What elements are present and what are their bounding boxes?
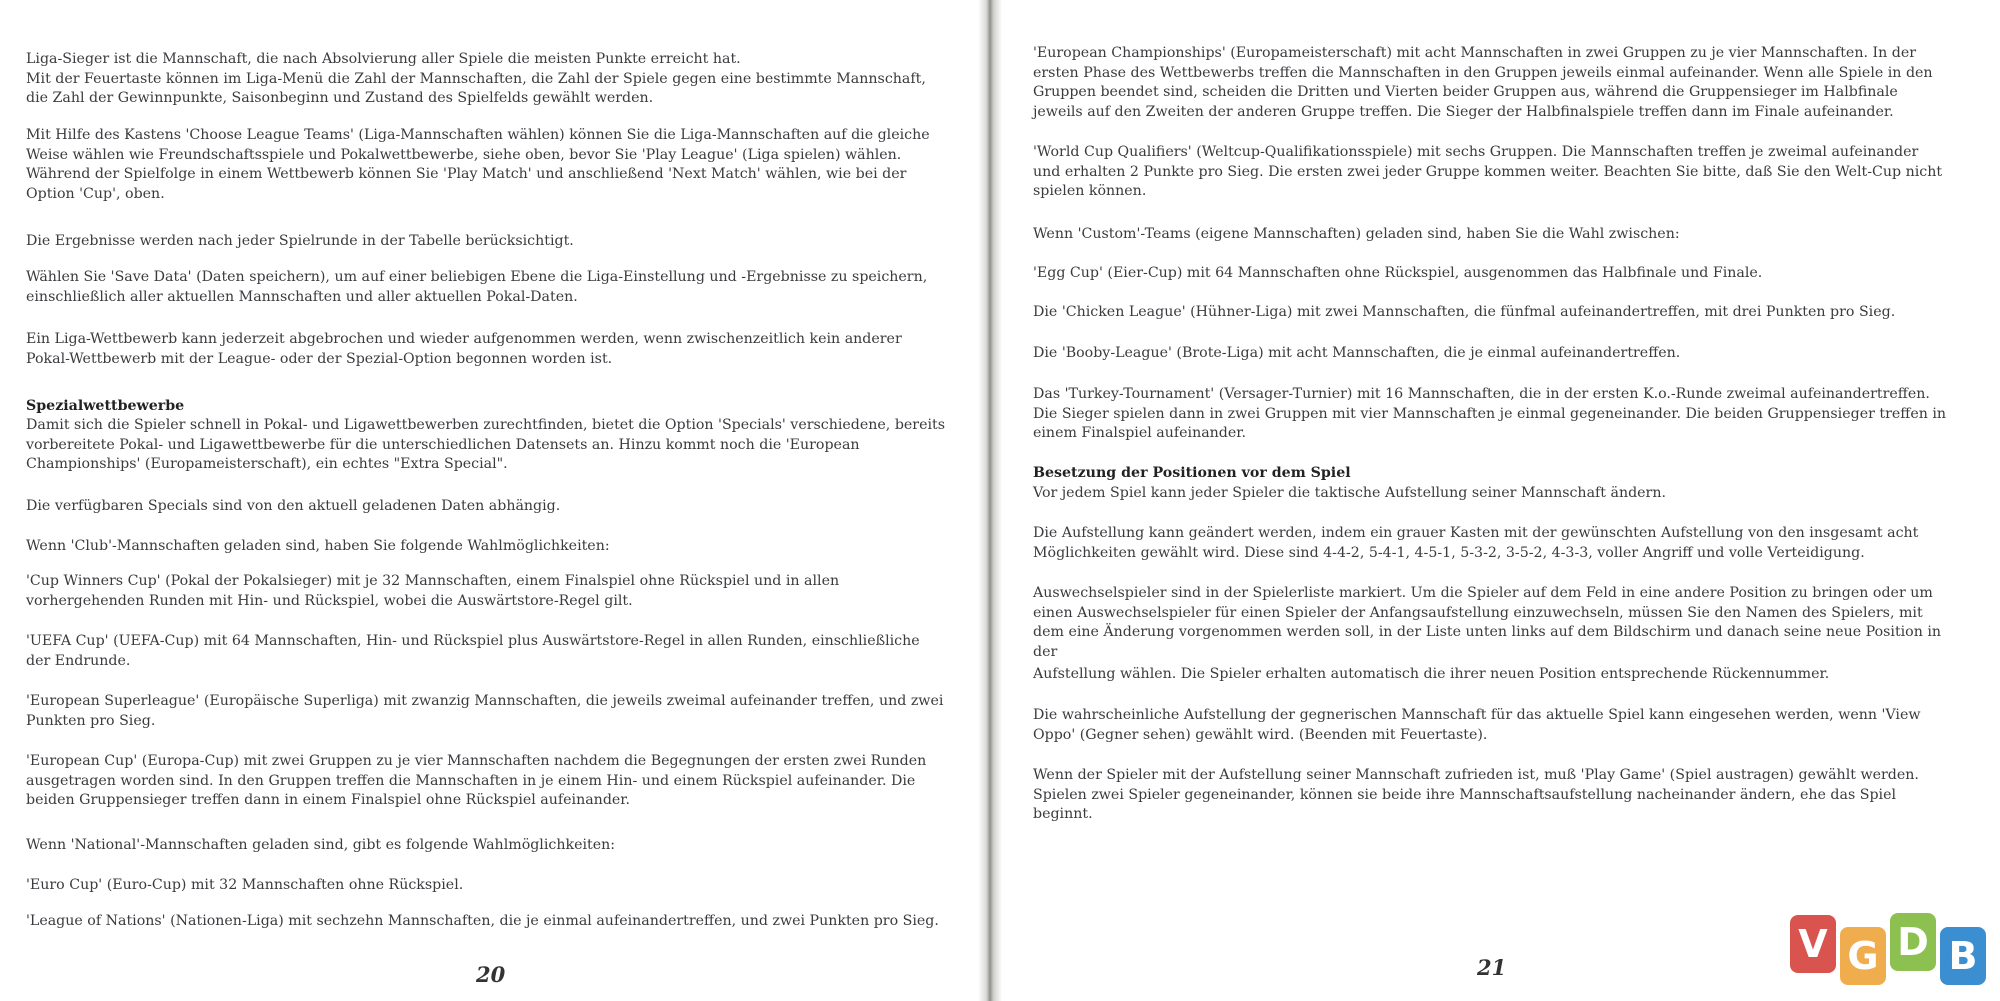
paragraph: 'Euro Cup' (Euro-Cup) mit 32 Mannschaften ohne Rückspiel. [26,877,464,893]
paragraph: Liga-Sieger ist die Mannschaft, die nach Absolvierung aller Spiele die meisten Punkte erreicht hat. Mit der Feuertaste können im Liga-Menü die Zahl der Mannschaften, die Zahl der Spiele gegen eine bestimmte Mannschaft, die Zahl der Gewinnpunkte, Saisonbeginn und Zustand des Spielfelds gewählt werden. [26,51,926,106]
paragraph: 'League of Nations' (Nationen-Liga) mit sechzehn Mannschaften, die je einmal aufeinandertreffen, und zwei Punkten pro Sieg. [26,913,939,929]
paragraph: Mit Hilfe des Kastens 'Choose League Teams' (Liga-Mannschaften wählen) können Sie die Liga-Mannschaften auf die gleiche Weise wählen wie Freundschaftsspiele und Pokalwettbewerbe, siehe oben, bevor Sie 'Play League' (Liga spielen) wählen. Während der Spielfolge in einem Wettbewerb können Sie 'Play Match' und anschließend 'Next Match' wählen, wie bei der Option 'Cup', oben. [26,127,930,202]
paragraph: Die 'Chicken League' (Hühner-Liga) mit zwei Mannschaften, die fünfmal aufeinandertreffen, mit drei Punkten pro Sieg. [1033,304,1896,320]
page-number-right: 21 [1477,955,1507,980]
section-heading: Besetzung der Positionen vor dem Spiel [1033,465,1351,481]
page-number-left: 20 [476,962,506,987]
logo-tile: D [1890,913,1936,971]
paragraph: Vor jedem Spiel kann jeder Spieler die taktische Aufstellung seiner Mannschaft ändern. [1033,485,1666,501]
paragraph: Wenn 'Club'-Mannschaften geladen sind, haben Sie folgende Wahlmöglichkeiten: [26,538,610,554]
paragraph: Wählen Sie 'Save Data' (Daten speichern), um auf einer beliebigen Ebene die Liga-Einstellung und -Ergebnisse zu speichern, einschließlich aller aktuellen Mannschaften und aller aktuellen Pokal-Daten. [26,269,928,305]
paragraph: Wenn 'Custom'-Teams (eigene Mannschaften) geladen sind, haben Sie die Wahl zwischen: [1033,226,1680,242]
logo-tile: B [1940,927,1986,985]
logo-tile: G [1840,927,1886,985]
paragraph: Wenn der Spieler mit der Aufstellung seiner Mannschaft zufrieden ist, muß 'Play Game' (Spiel austragen) gewählt werden. Spielen zwei Spieler gegeneinander, können sie beide ihre Mannschaftsaufstellung nacheinander ändern, ehe das Spiel beginnt. [1033,767,1919,822]
paragraph: Die wahrscheinliche Aufstellung der gegnerischen Mannschaft für das aktuelle Spiel kann eingesehen werden, wenn 'View Oppo' (Gegner sehen) gewählt wird. (Beenden mit Feuertaste). [1033,707,1921,743]
paragraph: Wenn 'National'-Mannschaften geladen sind, gibt es folgende Wahlmöglichkeiten: [26,837,616,853]
section-heading: Spezialwettbewerbe [26,398,185,414]
paragraph: 'European Superleague' (Europäische Superliga) mit zwanzig Mannschaften, die jeweils zweimal aufeinander treffen, und zwei Punkten pro Sieg. [26,693,944,729]
paragraph: 'World Cup Qualifiers' (Weltcup-Qualifikationsspiele) mit sechs Gruppen. Die Mannschaften treffen je zweimal aufeinander und erhalten 2 Punkte pro Sieg. Die ersten zwei jeder Gruppe kommen weiter. Beachten Sie bitte, daß Sie den Welt-Cup nicht spielen können. [1033,144,1943,199]
paragraph: 'European Championships' (Europameisterschaft) mit acht Mannschaften in zwei Gruppen zu je vier Mannschaften. In der ersten Phase des Wettbewerbs treffen die Mannschaften in den Gruppen jeweils einmal aufeinander. Wenn alle Spiele in den Gruppen beendet sind, scheiden die Dritten und Vierten beider Gruppen aus, während die Gruppensieger im Halbfinale jeweils auf den Zweiten der anderen Gruppe treffen. Die Sieger der Halbfinalspiele treffen dann im Finale aufeinander. [1033,45,1933,120]
book-spine [978,0,1002,1001]
paragraph: Die Ergebnisse werden nach jeder Spielrunde in der Tabelle berücksichtigt. [26,233,574,249]
paragraph: Auswechselspieler sind in der Spielerliste markiert. Um die Spieler auf dem Feld in eine andere Position zu bringen oder um einen Auswechselspieler für einen Spieler der Anfangsaufstellung einzuwechseln, müssen Sie den Namen des Spielers, mit dem eine Änderung vorgenommen werden soll, in der Liste unten links auf dem Bildschirm und danach seine neue Position in der [1033,585,1942,660]
paragraph: 'European Cup' (Europa-Cup) mit zwei Gruppen zu je vier Mannschaften nachdem die Begegnungen der ersten zwei Runden ausgetragen worden sind. In den Gruppen treffen die Mannschaften in je einem Hin- und einem Rückspiel aufeinander. Die beiden Gruppensieger treffen dann in einem Finalspiel ohne Rückspiel aufeinander. [26,753,927,808]
paragraph: 'UEFA Cup' (UEFA-Cup) mit 64 Mannschaften, Hin- und Rückspiel plus Auswärtstore-Regel in allen Runden, einschließliche der Endrunde. [26,633,920,669]
paragraph: Damit sich die Spieler schnell in Pokal- und Ligawettbewerben zurechtfinden, bietet die Option 'Specials' verschiedene, bereits vorbereitete Pokal- und Ligawettbewerbe für die unterschiedlichen Datensets an. Hinzu kommt noch die 'European Championships' (Europameisterschaft), ein echtes "Extra Special". [26,417,946,472]
logo-tile: V [1790,915,1836,973]
paragraph: Das 'Turkey-Tournament' (Versager-Turnier) mit 16 Mannschaften, die in der ersten K.o.-Runde zweimal aufeinandertreffen. Die Sieger spielen dann in zwei Gruppen mit vier Mannschaften je einmal gegeneinander. Die beiden Gruppensieger treffen in einem Finalspiel aufeinander. [1033,386,1947,441]
paragraph: Die 'Booby-League' (Brote-Liga) mit acht Mannschaften, die je einmal aufeinandertreffen. [1033,345,1681,361]
paragraph: 'Cup Winners Cup' (Pokal der Pokalsieger) mit je 32 Mannschaften, einem Finalspiel ohne Rückspiel und in allen vorhergehenden Runden mit Hin- und Rückspiel, wobei die Auswärtstore-Regel gilt. [26,573,840,609]
paragraph: 'Egg Cup' (Eier-Cup) mit 64 Mannschaften ohne Rückspiel, ausgenommen das Halbfinale und Finale. [1033,265,1763,281]
paragraph: Die verfügbaren Specials sind von den aktuell geladenen Daten abhängig. [26,498,561,514]
paragraph: Aufstellung wählen. Die Spieler erhalten automatisch die ihrer neuen Position entsprechende Rückennummer. [1033,666,1830,682]
paragraph: Ein Liga-Wettbewerb kann jederzeit abgebrochen und wieder aufgenommen werden, wenn zwischenzeitlich kein anderer Pokal-Wettbewerb mit der League- oder der Spezial-Option begonnen worden ist. [26,331,902,367]
vgdb-watermark-logo [1790,913,1988,987]
paragraph: Die Aufstellung kann geändert werden, indem ein grauer Kasten mit der gewünschten Aufstellung von den insgesamt acht Möglichkeiten gewählt wird. Diese sind 4-4-2, 5-4-1, 4-5-1, 5-3-2, 3-5-2, 4-3-3, voller Angriff und volle Verteidigung. [1033,525,1919,561]
